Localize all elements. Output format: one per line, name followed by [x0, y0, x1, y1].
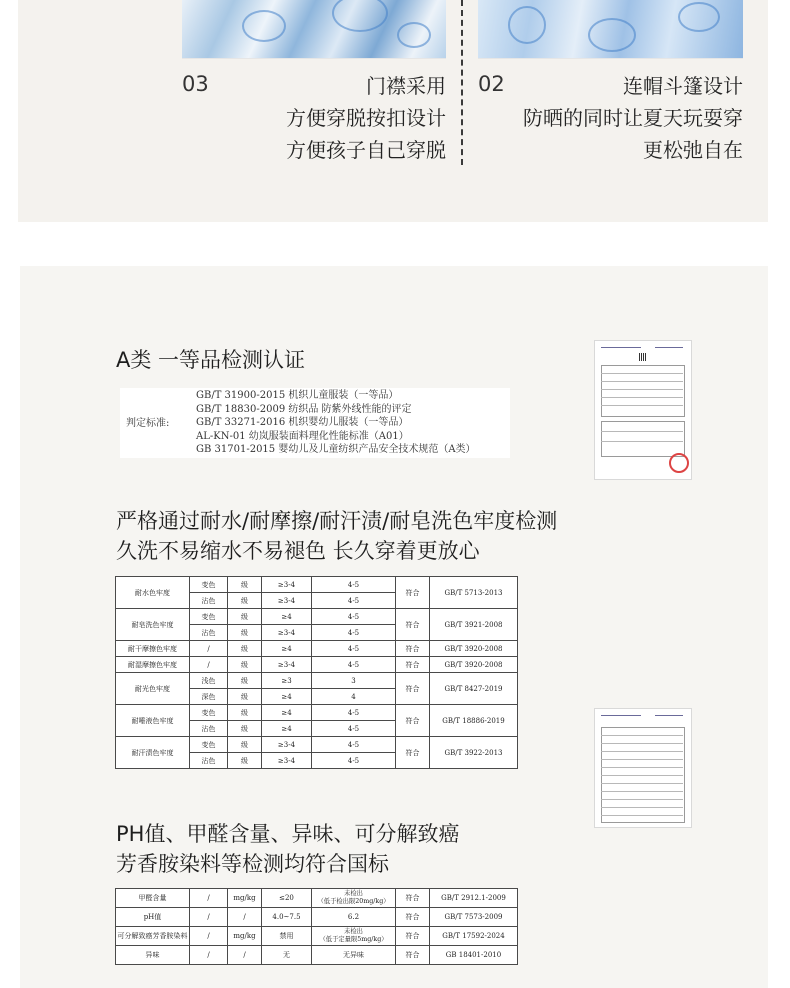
table-row [116, 889, 518, 908]
feature-text-placket [286, 70, 446, 166]
table-row [116, 927, 518, 946]
requirement-cell: ≥4 [262, 641, 312, 657]
table-row [116, 641, 518, 657]
unit-cell: 级 [228, 753, 262, 769]
standard-cell: GB/T 3920-2008 [430, 641, 518, 657]
section-c-line-1: PH值、甲醛含量、异味、可分解致癌 [116, 822, 460, 846]
verdict-cell: 符合 [396, 705, 430, 737]
verdict-cell: 符合 [396, 673, 430, 705]
test-item-cell: 可分解致癌芳香胺染料 [116, 927, 190, 946]
requirement-cell: ≥4 [262, 705, 312, 721]
standard-cell: GB/T 3920-2008 [430, 657, 518, 673]
sub-item-cell: 沾色 [190, 753, 228, 769]
section-b-line-2: 久洗不易缩水不易褪色 长久穿着更放心 [116, 539, 480, 563]
unit-cell: / [228, 946, 262, 965]
result-value-line: 未检出 [344, 890, 363, 897]
result-value-cell: 4-5 [312, 737, 396, 753]
feature-line: 方便穿脱按扣设计 [286, 106, 446, 130]
test-item-cell: 异味 [116, 946, 190, 965]
result-value-cell: 4-5 [312, 593, 396, 609]
sub-item-cell: / [190, 657, 228, 673]
unit-cell: 级 [228, 689, 262, 705]
unit-cell: 级 [228, 625, 262, 641]
requirement-cell: ≥3-4 [262, 625, 312, 641]
standard-cell: GB/T 3922-2013 [430, 737, 518, 769]
feature-divider [461, 0, 463, 165]
feature-number-03: 03 [182, 72, 209, 96]
test-item-cell: 甲醛含量 [116, 889, 190, 908]
verdict-cell: 符合 [396, 908, 430, 927]
result-value-cell: 4 [312, 689, 396, 705]
standard-item: GB/T 31900-2015 机织儿童服装（一等品） [196, 390, 399, 401]
feature-text-hood [523, 70, 743, 166]
standard-cell: GB/T 18886-2019 [430, 705, 518, 737]
result-value-cell: 4-5 [312, 609, 396, 625]
chemical-safety-table [115, 888, 518, 965]
feature-line: 更松弛自在 [643, 138, 743, 162]
standards-label: 判定标准: [126, 418, 170, 429]
sub-item-cell: 深色 [190, 689, 228, 705]
standard-cell: GB/T 3921-2008 [430, 609, 518, 641]
sub-item-cell: 沾色 [190, 593, 228, 609]
standard-cell: GB/T 17592-2024 [430, 927, 518, 946]
standard-item: GB/T 18830-2009 纺织品 防紫外线性能的评定 [196, 403, 412, 415]
test-item-cell: 耐水色牢度 [116, 577, 190, 609]
sub-item-cell: / [190, 889, 228, 908]
sub-item-cell: / [190, 641, 228, 657]
requirement-cell: ≥3-4 [262, 737, 312, 753]
certificate-image-2 [594, 708, 692, 828]
table-row [116, 705, 518, 721]
result-value-cell: 4-5 [312, 705, 396, 721]
verdict-cell: 符合 [396, 927, 430, 946]
test-item-cell: 耐光色牢度 [116, 673, 190, 705]
sub-item-cell: / [190, 908, 228, 927]
result-value-cell: 4-5 [312, 657, 396, 673]
unit-cell: 级 [228, 673, 262, 689]
standard-cell: GB/T 2912.1-2009 [430, 889, 518, 908]
section-c-line-2: 芳香胺染料等检测均符合国标 [116, 852, 389, 876]
test-item-cell: 耐汗渍色牢度 [116, 737, 190, 769]
table-row [116, 737, 518, 753]
table-row [116, 673, 518, 689]
unit-cell: 级 [228, 593, 262, 609]
sub-item-cell: 变色 [190, 705, 228, 721]
standard-item: GB/T 33271-2016 机织婴幼儿服装（一等品） [196, 417, 409, 429]
result-value-cell: 4-5 [312, 577, 396, 593]
feature-number-02: 02 [478, 72, 505, 96]
section-b-line-1: 严格通过耐水/耐摩擦/耐汗渍/耐皂洗色牢度检测 [116, 509, 558, 533]
verdict-cell: 符合 [396, 657, 430, 673]
unit-cell: mg/kg [228, 927, 262, 946]
test-item-cell: pH值 [116, 908, 190, 927]
verdict-cell: 符合 [396, 946, 430, 965]
unit-cell: 级 [228, 737, 262, 753]
standard-cell: GB 18401-2010 [430, 946, 518, 965]
standard-item: GB 31701-2015 婴幼儿及儿童纺织产品安全技术规范（A类） [196, 444, 476, 456]
standard-item: AL-KN-01 幼岚服装面料理化性能标准（A01） [196, 430, 409, 442]
requirement-cell: ≥3-4 [262, 753, 312, 769]
unit-cell: 级 [228, 609, 262, 625]
feature-line: 防晒的同时让夏天玩耍穿 [523, 106, 743, 130]
table-row [116, 657, 518, 673]
test-item-cell: 耐唾液色牢度 [116, 705, 190, 737]
table-row [116, 577, 518, 593]
result-value-cell [312, 927, 396, 946]
unit-cell: 级 [228, 657, 262, 673]
verdict-cell: 符合 [396, 577, 430, 609]
unit-cell: 级 [228, 721, 262, 737]
requirement-cell: ≥3-4 [262, 577, 312, 593]
sub-item-cell: 变色 [190, 577, 228, 593]
sub-item-cell: 变色 [190, 737, 228, 753]
requirement-cell: ≥3-4 [262, 593, 312, 609]
result-value-cell [312, 946, 396, 965]
verdict-cell: 符合 [396, 609, 430, 641]
requirement-cell: 无 [262, 946, 312, 965]
test-item-cell: 耐皂洗色牢度 [116, 609, 190, 641]
table-row [116, 946, 518, 965]
requirement-cell: ≤20 [262, 889, 312, 908]
sub-item-cell: / [190, 927, 228, 946]
requirement-cell: 禁用 [262, 927, 312, 946]
result-value-cell [312, 908, 396, 927]
test-item-cell: 耐干摩擦色牢度 [116, 641, 190, 657]
unit-cell: 级 [228, 705, 262, 721]
result-value-line: 无异味 [343, 951, 364, 959]
unit-cell: / [228, 908, 262, 927]
result-value-cell: 3 [312, 673, 396, 689]
feature-line: 门襟采用 [366, 74, 446, 98]
requirement-cell: ≥3-4 [262, 657, 312, 673]
table-row [116, 908, 518, 927]
result-value-cell [312, 889, 396, 908]
requirement-cell: 4.0~7.5 [262, 908, 312, 927]
garment-photo-hood [478, 0, 743, 59]
sub-item-cell: 沾色 [190, 625, 228, 641]
feature-line: 连帽斗篷设计 [623, 74, 743, 98]
standards-list [196, 389, 476, 457]
verdict-cell: 符合 [396, 889, 430, 908]
test-item-cell: 耐湿摩擦色牢度 [116, 657, 190, 673]
result-value-line: （低于检出限20mg/kg） [317, 898, 390, 905]
unit-cell: 级 [228, 577, 262, 593]
verdict-cell: 符合 [396, 737, 430, 769]
table-row [116, 609, 518, 625]
requirement-cell: ≥3 [262, 673, 312, 689]
sub-item-cell: 沾色 [190, 721, 228, 737]
result-value-line: 未检出 [344, 928, 363, 935]
result-value-line: 6.2 [347, 913, 360, 921]
result-value-line: （低于定量限5mg/kg） [319, 936, 388, 943]
result-value-cell: 4-5 [312, 721, 396, 737]
garment-photo-placket [182, 0, 446, 59]
result-value-cell: 4-5 [312, 641, 396, 657]
verdict-cell: 符合 [396, 641, 430, 657]
unit-cell: 级 [228, 641, 262, 657]
requirement-cell: ≥4 [262, 609, 312, 625]
result-value-cell: 4-5 [312, 753, 396, 769]
unit-cell: mg/kg [228, 889, 262, 908]
certificate-image-1 [594, 340, 692, 480]
sub-item-cell: / [190, 946, 228, 965]
standard-cell: GB/T 8427-2019 [430, 673, 518, 705]
color-fastness-table [115, 576, 518, 769]
requirement-cell: ≥4 [262, 721, 312, 737]
sub-item-cell: 变色 [190, 609, 228, 625]
feature-line: 方便孩子自己穿脱 [286, 138, 446, 162]
standard-cell: GB/T 7573-2009 [430, 908, 518, 927]
result-value-cell: 4-5 [312, 625, 396, 641]
standard-cell: GB/T 5713-2013 [430, 577, 518, 609]
section-a-title: A类 一等品检测认证 [116, 348, 306, 372]
requirement-cell: ≥4 [262, 689, 312, 705]
sub-item-cell: 浅色 [190, 673, 228, 689]
